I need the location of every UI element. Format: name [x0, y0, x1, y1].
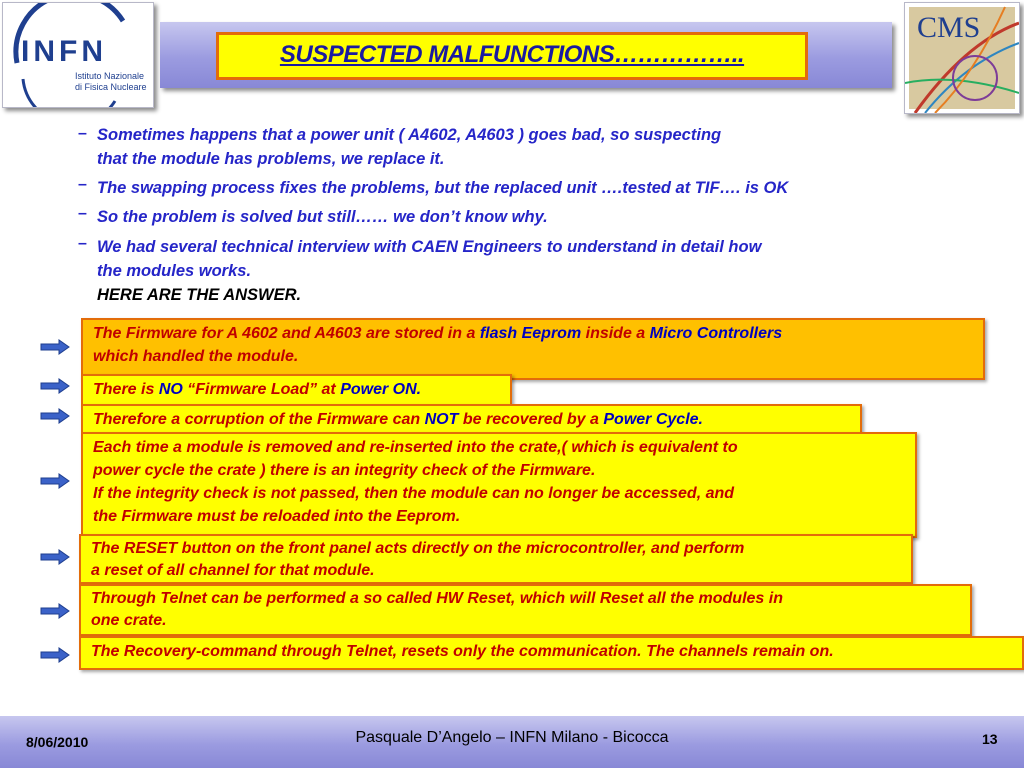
callout-recovery-command	[79, 636, 1024, 670]
arrow-right-icon	[40, 473, 70, 489]
bullet-3-line-1: So the problem is solved but still…… we don’t know why.	[97, 208, 548, 226]
cms-logo-name: CMS	[917, 11, 981, 44]
bullet-dash-1: –	[78, 125, 87, 142]
callout-4-line-3: If the integrity check is not passed, then the module can no longer be accessed, and	[93, 485, 735, 502]
arrow-right-icon	[40, 378, 70, 394]
callout-6-line-2: one crate.	[91, 612, 167, 629]
arrow-right-icon	[40, 603, 70, 619]
callout-2-highlight-b: Power ON.	[340, 381, 422, 398]
callout-3-text-b: be recovered by a	[458, 411, 604, 428]
cms-logo	[904, 2, 1020, 114]
callout-4-line-2: power cycle the crate ) there is an integrity check of the Firmware.	[93, 462, 596, 479]
callout-4-line-1: Each time a module is removed and re-inserted into the crate,( which is equivalent to	[93, 439, 738, 456]
bullet-dash-4: –	[78, 235, 87, 252]
callout-3-text-a: Therefore a corruption of the Firmware can	[93, 411, 425, 428]
callout-1-text-a: The Firmware for A 4602 and A4603 are stored in a	[93, 325, 480, 342]
footer-page-number: 13	[982, 731, 998, 747]
callout-1-text-b: inside a	[581, 325, 650, 342]
callout-2-text-a: There is	[93, 381, 159, 398]
arrow-right-icon	[40, 549, 70, 565]
bullet-4-line-3: HERE ARE THE ANSWER.	[97, 286, 302, 304]
bullet-dash-2: –	[78, 176, 87, 193]
callout-no-firmware-load	[81, 374, 512, 406]
callout-4-line-4: the Firmware must be reloaded into the Eeprom.	[93, 508, 461, 525]
callout-2-highlight-a: NO	[158, 381, 183, 398]
callout-6-line-1: Through Telnet can be performed a so called HW Reset, which will Reset all the modules in	[91, 590, 783, 607]
bullet-dash-3: –	[78, 205, 87, 222]
callout-5-line-2: a reset of all channel for that module.	[91, 562, 375, 579]
bullet-4-line-2: the modules works.	[97, 262, 252, 280]
arrow-right-icon	[40, 647, 70, 663]
callout-firmware-storage	[81, 318, 985, 380]
callout-5-line-1: The RESET button on the front panel acts directly on the microcontroller, and perform	[91, 540, 745, 557]
bullet-1-line-1: Sometimes happens that a power unit ( A4602, A4603 ) goes bad, so suspecting	[97, 126, 722, 144]
callout-1-highlight-a: flash Eeprom	[479, 325, 582, 342]
bullet-2-line-1: The swapping process fixes the problems, but the replaced unit ….tested at TIF…. is OK	[97, 179, 789, 197]
infn-logo-subtitle-2: di Fisica Nucleare	[75, 82, 147, 92]
callout-3-highlight-a: NOT	[424, 411, 459, 428]
footer-author: Pasquale D’Angelo – INFN Milano - Bicocca	[355, 729, 669, 746]
callout-integrity-check	[81, 432, 917, 538]
page-title: SUSPECTED MALFUNCTIONS……………..	[279, 41, 745, 68]
bullet-4-line-1: We had several technical interview with CAEN Engineers to understand in detail how	[97, 238, 762, 256]
arrow-right-icon	[40, 339, 70, 355]
infn-logo-name: INFN	[21, 35, 107, 68]
bullet-1-line-2: that the module has problems, we replace it.	[97, 150, 445, 168]
callout-hw-reset	[79, 584, 972, 636]
title-box	[216, 32, 808, 80]
callout-3-highlight-b: Power Cycle.	[603, 411, 703, 428]
callout-2-text-b: “Firmware Load” at	[182, 381, 341, 398]
callout-7-line-1: The Recovery-command through Telnet, resets only the communication. The channels remain on.	[91, 643, 834, 660]
infn-logo-subtitle-1: Istituto Nazionale	[75, 71, 145, 81]
callout-1-text-c: which handled the module.	[93, 348, 299, 365]
arrow-right-icon	[40, 408, 70, 424]
callout-reset-button	[79, 534, 913, 584]
footer-date: 8/06/2010	[26, 734, 89, 750]
callout-1-highlight-b: Micro Controllers	[649, 325, 783, 342]
infn-logo	[2, 2, 154, 108]
